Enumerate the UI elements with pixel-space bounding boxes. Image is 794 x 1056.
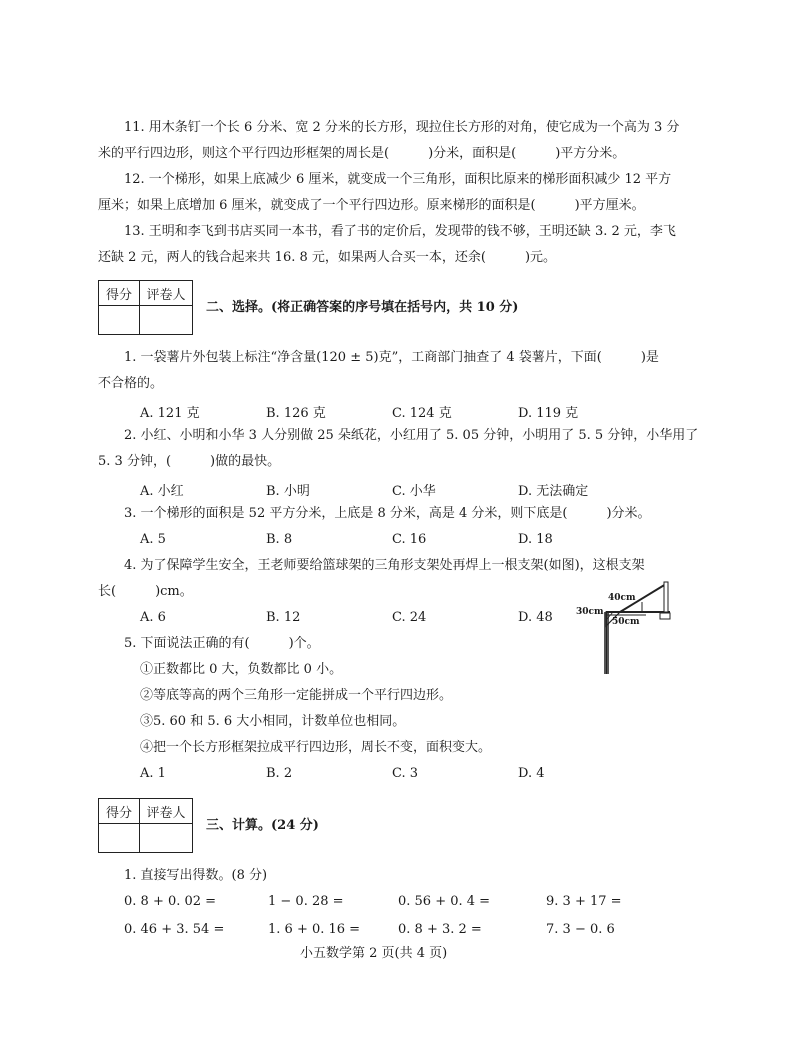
s2-q4-line1: 4. 为了保障学生安全，王老师要给篮球架的三角形支架处再焊上一根支架(如图)，这根支架 (124, 558, 645, 573)
calc-r2-c2: 1. 6 + 0. 16 = (268, 922, 361, 937)
calc-r2-c1: 0. 46 + 3. 54 = (124, 922, 225, 937)
s2-q5-option-d[interactable]: D. 4 (518, 766, 545, 781)
s2-q2-line2: 5. 3 分钟，( )做的最快。 (98, 454, 281, 469)
score-label: 得分 (99, 281, 140, 306)
s2-q2-option-a[interactable]: A. 小红 (140, 484, 184, 499)
s2-q4-option-c[interactable]: C. 24 (392, 610, 427, 625)
s2-q5-statement-3: ③5. 60 和 5. 6 大小相同，计数单位也相同。 (140, 714, 406, 729)
s2-q2-option-c[interactable]: C. 小华 (392, 484, 436, 499)
grader-cell[interactable] (140, 824, 193, 853)
grader-cell[interactable] (140, 306, 193, 335)
score-box-section3 (98, 798, 193, 853)
s2-q1-line2: 不合格的。 (98, 376, 164, 391)
s3-sub1-title: 1. 直接写出得数。(8 分) (124, 868, 268, 883)
section2-title: 二、选择。(将正确答案的序号填在括号内，共 10 分) (206, 300, 519, 315)
s2-q5-line1: 5. 下面说法正确的有( )个。 (124, 636, 320, 651)
calc-r2-c4: 7. 3 − 0. 6 (546, 922, 615, 937)
s2-q1-line1: 1. 一袋薯片外包装上标注“净含量(120 ± 5)克”，工商部门抽查了 4 袋薯片，下面( )是 (124, 350, 659, 365)
calc-r1-c4: 9. 3 + 17 = (546, 894, 622, 909)
s2-q5-statement-4: ④把一个长方形框架拉成平行四边形，周长不变，面积变大。 (140, 740, 492, 755)
s2-q1-option-a[interactable]: A. 121 克 (140, 406, 200, 421)
s2-q3-option-d[interactable]: D. 18 (518, 532, 553, 547)
s2-q3-option-a[interactable]: A. 5 (140, 532, 166, 547)
score-box-section2 (98, 280, 193, 335)
s2-q4-line2: 长( )cm。 (98, 584, 193, 599)
s2-q4-option-d[interactable]: D. 48 (518, 610, 553, 625)
section3-title: 三、计算。(24 分) (206, 818, 319, 833)
s2-q3-option-b[interactable]: B. 8 (266, 532, 293, 547)
calc-r1-c2: 1 − 0. 28 = (268, 894, 344, 909)
s2-q1-option-c[interactable]: C. 124 克 (392, 406, 452, 421)
calc-r2-c3: 0. 8 + 3. 2 = (398, 922, 482, 937)
grader-label: 评卷人 (140, 281, 193, 306)
q11-line1: 11. 用木条钉一个长 6 分米、宽 2 分米的长方形，现拉住长方形的对角，使它成为一个高为 3 分 (124, 120, 680, 135)
s2-q5-statement-2: ②等底等高的两个三角形一定能拼成一个平行四边形。 (140, 688, 453, 703)
calc-r1-c3: 0. 56 + 0. 4 = (398, 894, 491, 909)
s2-q5-statement-1: ①正数都比 0 大，负数都比 0 小。 (140, 662, 343, 677)
s2-q2-line1: 2. 小红、小明和小华 3 人分别做 25 朵纸花，小红用了 5. 05 分钟，小明用了 5. 5 分钟，小华用了 (124, 428, 699, 443)
s2-q5-option-a[interactable]: A. 1 (140, 766, 166, 781)
q12-line1: 12. 一个梯形，如果上底减少 6 厘米，就变成一个三角形，面积比原来的梯形面积减少 12 平方 (124, 172, 672, 187)
s2-q4-option-b[interactable]: B. 12 (266, 610, 301, 625)
s2-q2-option-b[interactable]: B. 小明 (266, 484, 310, 499)
s2-q3-option-c[interactable]: C. 16 (392, 532, 427, 547)
s2-q3-line1: 3. 一个梯形的面积是 52 平方分米，上底是 8 分米，高是 4 分米，则下底是( )分米。 (124, 506, 651, 521)
q11-line2: 米的平行四边形，则这个平行四边形框架的周长是( )分米，面积是( )平方分米。 (98, 146, 626, 161)
calc-r1-c1: 0. 8 + 0. 02 = (124, 894, 217, 909)
s2-q4-option-a[interactable]: A. 6 (140, 610, 166, 625)
s2-q1-option-d[interactable]: D. 119 克 (518, 406, 579, 421)
score-cell[interactable] (99, 306, 140, 335)
q13-line1: 13. 王明和李飞到书店买同一本书，看了书的定价后，发现带的钱不够，王明还缺 3. 2 元，李飞 (124, 224, 676, 239)
q12-line2: 厘米；如果上底增加 6 厘米，就变成了一个平行四边形。原来梯形的面积是( )平方厘米。 (98, 198, 645, 213)
s2-q5-option-b[interactable]: B. 2 (266, 766, 293, 781)
grader-label: 评卷人 (140, 799, 193, 824)
score-cell[interactable] (99, 824, 140, 853)
s2-q5-option-c[interactable]: C. 3 (392, 766, 419, 781)
s2-q1-option-b[interactable]: B. 126 克 (266, 406, 326, 421)
page-footer: 小五数学第 2 页(共 4 页) (300, 946, 448, 961)
figure-label-bottom: 50cm (612, 617, 640, 627)
figure-label-top: 40cm (608, 593, 636, 603)
s2-q2-option-d[interactable]: D. 无法确定 (518, 484, 589, 499)
q13-line2: 还缺 2 元，两人的钱合起来共 16. 8 元，如果两人合买一本，还余( )元。 (98, 250, 557, 265)
score-label: 得分 (99, 799, 140, 824)
figure-label-left: 30cm (576, 607, 604, 617)
